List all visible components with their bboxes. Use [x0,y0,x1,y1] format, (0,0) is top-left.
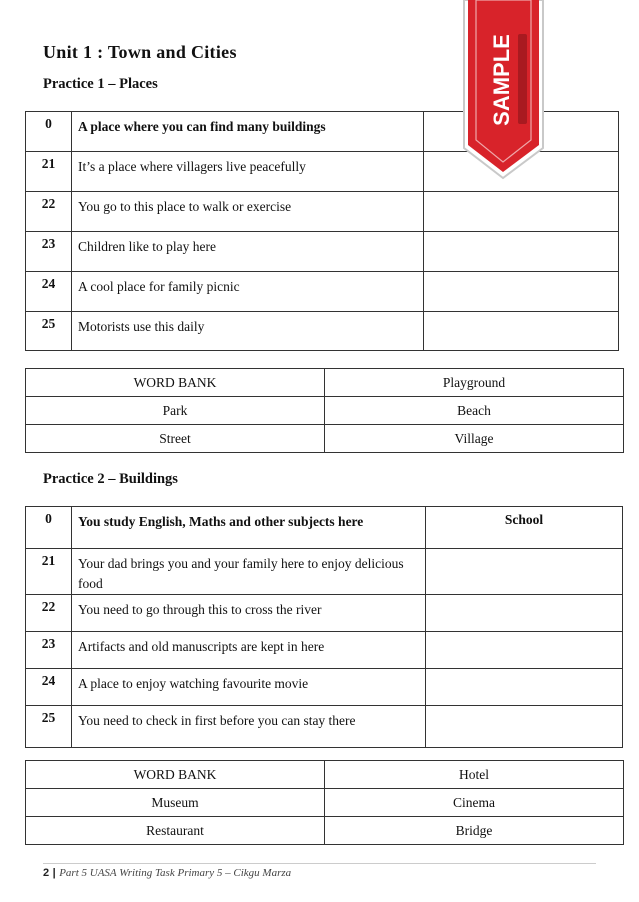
word-bank-word: Village [325,425,624,453]
question-text: You go to this place to walk or exercise [72,192,424,232]
question-number: 25 [26,312,72,351]
word-bank-table-1 [25,368,624,453]
unit-title: Unit 1 : Town and Cities [43,42,237,62]
table-row [26,425,624,453]
question-text: You study English, Maths and other subjects here [72,507,426,549]
question-number: 21 [26,152,72,192]
word-bank-word: Hotel [325,761,624,789]
ribbon-stamp [518,34,527,124]
word-bank-header: WORD BANK [26,369,325,397]
question-text: A place to enjoy watching favourite movie [72,669,426,706]
sample-ribbon [462,0,545,180]
question-number: 24 [26,272,72,312]
word-bank-table-2 [25,760,624,845]
question-number: 0 [26,112,72,152]
practice2-table [25,506,623,748]
answer-cell[interactable] [426,595,623,632]
question-number: 23 [26,232,72,272]
page-number: 2 [43,867,50,879]
table-row [26,312,619,351]
question-text: You need to go through this to cross the river [72,595,426,632]
question-number: 24 [26,669,72,706]
table-row [26,232,619,272]
question-number: 0 [26,507,72,549]
table-row [26,761,624,789]
answer-cell[interactable] [426,632,623,669]
question-text: A place where you can find many buildings [72,112,424,152]
question-text: Motorists use this daily [72,312,424,351]
table-row [26,272,619,312]
question-text: Artifacts and old manuscripts are kept in here [72,632,426,669]
practice1-heading: Practice 1 – Places [43,76,158,92]
footer-text: Part 5 UASA Writing Task Primary 5 – Cikgu Marza [59,867,292,879]
sample-ribbon-text: SAMPLE [488,34,514,126]
question-number: 22 [26,192,72,232]
table-row [26,397,624,425]
table-row [26,507,623,549]
word-bank-word: Beach [325,397,624,425]
answer-cell[interactable] [424,272,619,312]
table-row [26,369,624,397]
answer-cell[interactable] [424,192,619,232]
answer-cell[interactable] [426,669,623,706]
word-bank-word: Museum [26,789,325,817]
word-bank-word: Restaurant [26,817,325,845]
word-bank-word: Park [26,397,325,425]
word-bank-word: Cinema [325,789,624,817]
question-number: 21 [26,549,72,595]
answer-cell[interactable] [424,312,619,351]
table-row [26,789,624,817]
question-number: 22 [26,595,72,632]
practice2-heading: Practice 2 – Buildings [43,471,178,487]
word-bank-word: Playground [325,369,624,397]
question-text: It’s a place where villagers live peacefully [72,152,424,192]
question-number: 23 [26,632,72,669]
word-bank-word: Street [26,425,325,453]
table-row [26,632,623,669]
table-row [26,706,623,748]
answer-cell[interactable] [426,706,623,748]
table-row [26,669,623,706]
word-bank-word: Bridge [325,817,624,845]
table-row [26,817,624,845]
table-row [26,192,619,232]
footer-divider [43,863,596,864]
answer-cell[interactable] [424,232,619,272]
table-row [26,595,623,632]
question-text: A cool place for family picnic [72,272,424,312]
table-row [26,549,623,595]
word-bank-header: WORD BANK [26,761,325,789]
footer-separator: | [52,867,56,879]
question-text: Children like to play here [72,232,424,272]
question-number: 25 [26,706,72,748]
answer-cell[interactable]: School [426,507,623,549]
page-footer [43,866,291,879]
answer-cell[interactable] [426,549,623,595]
question-text: Your dad brings you and your family here to enjoy delicious food [72,549,426,595]
question-text: You need to check in first before you can stay there [72,706,426,748]
